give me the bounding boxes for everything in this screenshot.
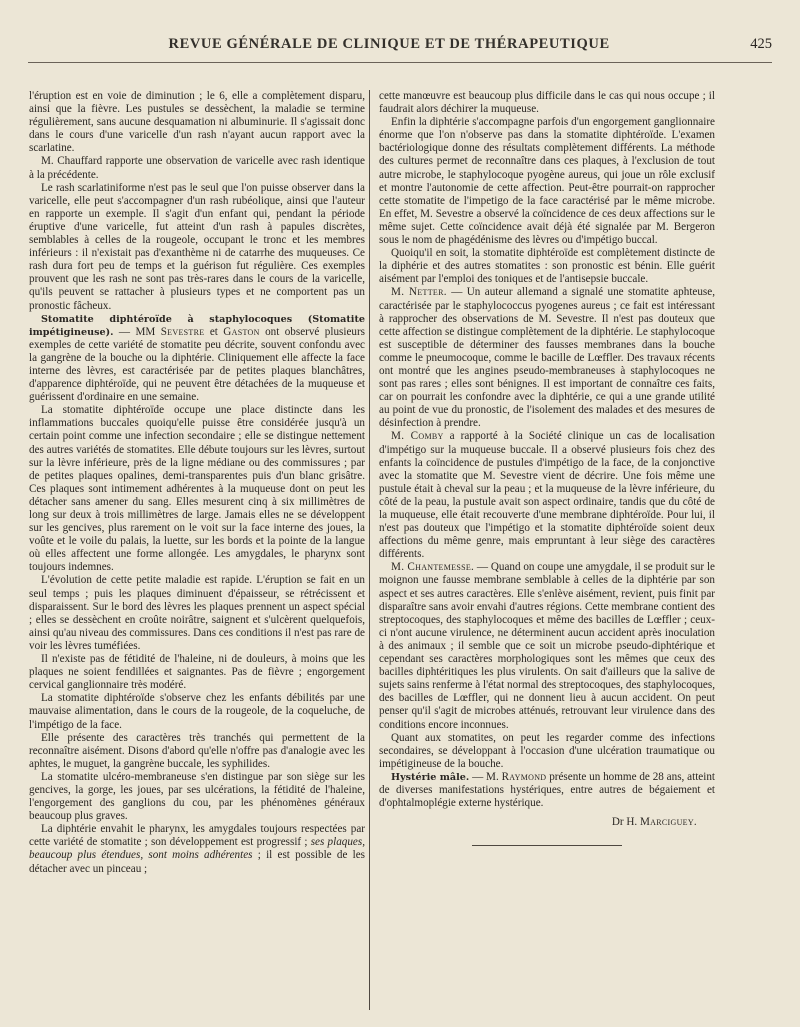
paragraph <box>379 561 715 731</box>
paragraph: L'évolution de cette petite maladie est rapide. L'éruption se fait en un seul temps ; puis les plaques diminuent d'épaisseur, se rétrécissent et disparaissent. Sur le bord des lèvres les plaques prennent un aspect spécial ; elles se dessèchent en croûte noirâtre, saignent et s'ulcèrent quelquefois, ainsi qu'au niveau des commissures. Dans ces conditions il n'est pas rare de voir les lèvres tuméfiées. <box>29 574 365 652</box>
paragraph <box>29 823 365 875</box>
text-run: ; il est possible de les détacher avec un pinceau ; <box>29 849 365 875</box>
paragraph <box>379 286 715 430</box>
paragraph: Enfin la diphtérie s'accompagne parfois d'un engorgement ganglionnaire énorme que l'on n'observe pas dans la stomatite diphtéroïde. L'examen bactériologique donne des résultats complètement différents. La méthode des cultures permet de reconnaître dans ces plaques, à l'exclusion de tout autre microbe, le staphylocoque pyogène aureus, qui joue un rôle exclusif et montre l'autonomie de cette affection. Peut-être pourrait-on rapprocher cette stomatite de l'impetigo de la face caractérisé par le même microbe. En effet, M. Sevestre a observé la coïncidence de ces deux affections sur le même sujet. Cette coïncidence avait déjà été signalée par M. Bergeron sous le nom de phagédénisme des lèvres ou d'impétigo buccal. <box>379 116 715 247</box>
journal-title: REVUE GÉNÉRALE DE CLINIQUE ET DE THÉRAPEUTIQUE <box>168 36 610 52</box>
left-column <box>29 90 365 876</box>
paragraph-text: a rapporté à la Société clinique un cas de localisation d'impétigo sur la muqueuse buccale. Il a observé plusieurs fois chez des enfants la coïncidence de pustules d'impétigo de la face, de la conjonctive avec la stomatite que M. Sevestre vient de décrire. Une fois même une pustule était à cheval sur la peau ; et la muqueuse de la lèvre inférieure, du côté de la peau, la pustule avait son aspect ordinaire, tandis que du côté de la muqueuse, elle était recouverte d'une membrane diphtéroïde. Pour lui, il n'est pas douteux que l'impétigo et la stomatite diphtéroïde soient deux affections du même genre, mais empruntant à leur siège des caractères différents. <box>379 430 716 561</box>
page-number: 425 <box>750 36 772 52</box>
text-run: et <box>204 325 224 338</box>
author-name: Sevestre <box>160 325 205 338</box>
author-name: Gaston <box>223 325 260 338</box>
paragraph: cette manœuvre est beaucoup plus difficile dans le cas qui nous occupe ; il faudrait alors déchirer la muqueuse. <box>379 90 715 116</box>
section-paragraph-hysterie <box>379 771 715 810</box>
speaker-name: M. Chantemesse. <box>391 561 475 574</box>
paragraph-text: — Quand on coupe une amygdale, il se produit sur le moignon une fausse membrane semblable à celles de la diphtérie par son aspect et ses autres caractères. Elle s'enlève aisément, revient, puis finit par disparaître sans avoir envahi d'autres régions. Cette membrane contient des streptocoques, des staphylocoques et même des bacilles de Lœffler ; ceux-ci n'ont aucune virulence, ne déterminent aucun accident après inoculation à des animaux ; il semble que ce soit un microbe pseudo-diphtérique et cependant ses caractères morphologiques sont les mêmes que ceux des bacilles diphtéritiques les plus virulents. On sait d'ailleurs que la salive de sujets sains renferme à l'état normal des streptocoques, des staphylocoques, des bacilles de Lœffler, qui ne donnent lieu à aucun accident. On peut penser qu'il s'agit de microbes atténués, retrouvant leur virulence dans des conditions encore inconnues. <box>379 561 715 731</box>
speaker-name: M. Netter. <box>391 286 447 299</box>
signature-prefix: Dr H. <box>611 816 640 829</box>
italic-text-run: ses plaques, beaucoup plus étendues, sont moins adhérentes <box>29 836 365 862</box>
speaker-name: M. Comby <box>391 430 444 443</box>
paragraph: Quoiqu'il en soit, la stomatite diphtéroïde est complètement distincte de la diphérie et des autres stomatites : son pronostic est bénin. Elle guérit aisément par l'emploi des toniques et de l'antisepsie buccale. <box>379 247 715 286</box>
running-header <box>28 36 772 63</box>
section-paragraph-stomatite <box>29 313 365 405</box>
paragraph: Quant aux stomatites, on peut les regarder comme des infections secondaires, se développant à l'occasion d'une ulcération traumatique ou impétigineuse de la bouche. <box>379 731 715 770</box>
paragraph-text: ont observé plusieurs exemples de cette variété de stomatite peu décrite, souvent confondu avec la gangrène de la bouche ou la diphtérie. Cliniquement elle affecte la face interne des lèvres, est caractérisée par de petites plaques blanchâtres, d'apparence diphtéroïde, qui ne peuvent être détachées de la muqueuse et guérissent d'ordinaire en une semaine. <box>29 325 366 404</box>
column-divider <box>369 90 370 1010</box>
paragraph-text: présente un homme de 28 ans, atteint de diverses manifestations hystériques, entre autres de bégaiement et d'ophtalmoplégie externe hystérique. <box>379 770 715 810</box>
text-run: — MM <box>113 325 161 338</box>
paragraph: La stomatite diphtéroïde s'observe chez les enfants débilités par une mauvaise alimentation, dans le cours de la rougeole, de la coqueluche, de l'impétigo de la face. <box>29 692 365 731</box>
signature-name: Marciguey. <box>639 816 697 829</box>
paragraph: La stomatite diphtéroïde occupe une place distincte dans les inflammations buccales quoiqu'elle puisse être considérée jusqu'à un certain point comme une infection secondaire ; elle se distingue nettement des autres variétés de stomatites. Elle débute toujours sur les lèvres, surtout sur la lèvre inférieure, près de la ligne médiane ou des commissures ; par de petites plaques opalines, demi-transparentes puis d'un blanc grisâtre. Ces plaques sont intimement adhérentes à la muqueuse dont on peut les détacher sans amener du sang. Elles mesurent cinq à six millimètres de long sur deux à trois millimètres de large. Jamais elles ne se développent sur les gencives, plus rarement on le voit sur la face interne des joues, la voûte et le voile du palais, la luette, sur les bords et la pointe de la langue où elles affectent une forme allongée. Les amygdales, le pharynx sont toujours indemnes. <box>29 404 365 574</box>
text-run: — M. <box>469 770 502 783</box>
paragraph: M. Chauffard rapporte une observation de varicelle avec rash identique à la précédente. <box>29 155 365 181</box>
right-column <box>379 90 715 846</box>
end-rule <box>472 845 622 846</box>
paragraph: l'éruption est en voie de diminution ; le 6, elle a complètement disparu, ainsi que la fièvre. Les pustules se dessèchent, la maladie se termine régulièrement, sans aucune desquamation ni albuminurie. Il s'agissait donc dans le cours d'une varicelle d'un rash n'ayant aucun rapport avec la scarlatine. <box>29 90 365 155</box>
speaker-name: Raymond <box>501 770 547 783</box>
paragraph: Elle présente des caractères très tranchés qui permettent de la reconnaître aisément. Disons d'abord qu'elle n'offre pas d'analogie avec les aphtes, le muguet, la gangrène buccale, les syphilides. <box>29 731 365 770</box>
paragraph <box>379 430 715 561</box>
section-heading: Stomatite diphtéroïde à staphylocoques (Stomatite impétigineuse). <box>29 313 365 338</box>
text-run: La diphtérie envahit le pharynx, les amygdales toujours respectées par cette variété de stomatite ; son développement est progressif ; <box>29 823 365 849</box>
paragraph: Le rash scarlatiniforme n'est pas le seul que l'on puisse observer dans la varicelle, elle peut s'accompagner d'un rash rubéolique, ainsi que l'auteur en rapporte un exemple. Il s'agit d'un enfant qui, pendant la période éruptive d'une varicelle, fut atteint d'un rash à papules discrètes, semblables à celles de la rougeole, occupant le tronc et les membres inférieurs : il n'existait pas d'exanthème ni de catarrhe des muqueuses. Ce rash dura fort peu de temps et la guérison fut régulière. Ces exemples prouvent que les rash ne sont pas très-rares dans le cours de la varicelle, qu'ils peuvent se rattacher à plusieurs types et ne comportent pas un pronostic fâcheux. <box>29 181 365 312</box>
paragraph: La stomatite ulcéro-membraneuse s'en distingue par son siège sur les gencives, la gorge, les joues, par ses ulcérations, la fétidité de l'haleine, l'engorgement des ganglions du cou, par les phénomènes généraux beaucoup plus graves. <box>29 770 365 823</box>
author-signature <box>379 816 715 829</box>
paragraph: Il n'existe pas de fétidité de l'haleine, ni de douleurs, à moins que les plaques ne soient fendillées et saignantes. Pas de fièvre ; engorgement cervical ganglionnaire très modéré. <box>29 653 365 692</box>
section-heading: Hystérie mâle. <box>391 771 470 783</box>
paragraph-text: — Un auteur allemand a signalé une stomatite aphteuse, caractérisée par le staphylococcus pyogenes aureus ; ce fait est intéressant à rapprocher des observations de M. Sevestre. Il n'est pas douteux que cette affection se distingue complètement de la diphtérie. Le staphylocoque est susceptible de déterminer des fausses membranes dans la bouche comme le pneumocoque, comme le bacille de Lœffler. Des travaux récents ont montré que les angines pseudo-membraneuses à staphylocoques ne sont pas rares ; elles sont bénignes. Il est important de connaître ces faits, car on pourrait les confondre avec la diphtérie, ce qui a une grande utilité au point de vue du pronostic, de l'isolement des malades et des mesures de désinfection à prendre. <box>379 286 715 430</box>
